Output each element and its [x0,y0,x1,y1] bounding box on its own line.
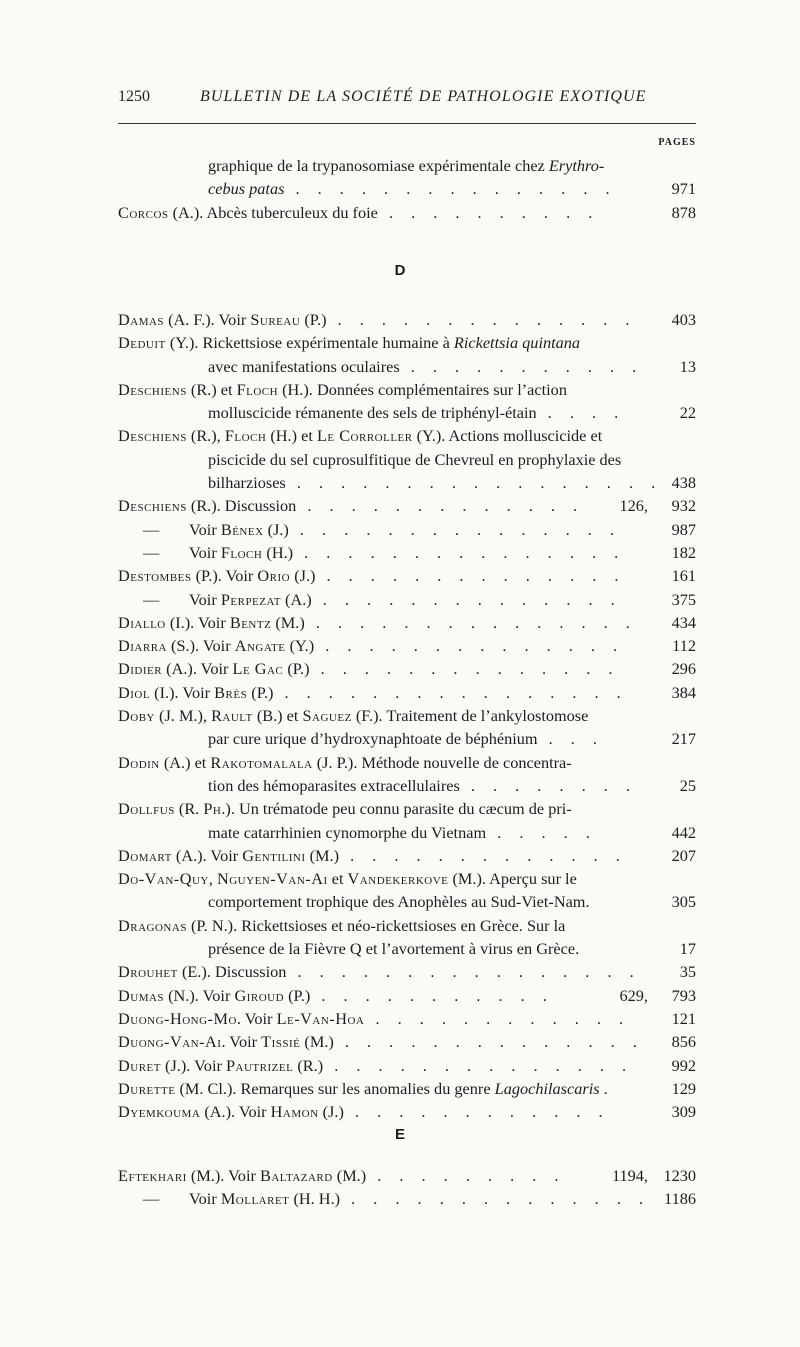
index-line: comportement trophique des Anophèles au Sud-Viet-Nam. 305 [118,890,696,913]
index-entry: Deschiens (R.). Discussion . . . . . . . . . . . . . 126, 932 [118,494,696,517]
page-ref: 987 [671,519,696,539]
index-entry: Diallo (I.). Voir Bentz (M.) . . . . . . . . . . . . . . . 434 [118,611,696,634]
page-ref: 296 [671,659,696,679]
page-ref: 1186 [664,1189,696,1209]
page-ref: 207 [671,845,696,865]
index-block-d [118,308,696,1123]
journal-title: BULLETIN DE LA SOCIÉTÉ DE PATHOLOGIE EXOTIQUE [200,88,647,105]
index-entry: Deschiens (R.), Floch (H.) et Le Corroller (Y.). Actions molluscicide et [118,426,603,446]
index-entry: Duret (J.). Voir Pautrizel (R.) . . . . . . . . . . . . . . 992 [118,1054,696,1077]
page-ref: 434 [671,612,696,632]
page-ref: 25 [679,775,696,795]
page-ref: 932 [671,496,696,516]
index-entry: Diarra (S.). Voir Angate (Y.) . . . . . . . . . . . . . . 112 [118,634,696,657]
index-line: bilharzioses . . . . . . . . . . . . . . . . . 438 [118,471,696,494]
page-ref: 375 [671,589,696,609]
page-ref: 13 [679,356,696,376]
index-entry: Didier (A.). Voir Le Gac (P.) . . . . . . . . . . . . . . 296 [118,657,696,680]
index-entry: Do-Van-Quy, Nguyen-Van-Ai et Vandekerkove (M.). Aperçu sur le [118,869,577,889]
index-line: mate catarrhinien cynomorphe du Vietnam . . . . . 442 [118,821,696,844]
index-entry: Destombes (P.). Voir Orio (J.) . . . . . . . . . . . . . . 161 [118,564,696,587]
page-number: 1250 [118,88,150,105]
page-ref: 971 [671,179,696,199]
index-line: cebus patas . . . . . . . . . . . . . . . 971 [118,177,696,200]
page-ref: 793 [671,985,696,1005]
page-ref: 121 [671,1008,696,1028]
page-ref: 35 [679,962,696,982]
pages-column-label: PAGES [658,137,696,148]
index-entry: — Voir Mollaret (H. H.) . . . . . . . . . . . . . . 1186 [118,1187,696,1210]
page-ref: 309 [671,1102,696,1122]
index-block-c [118,154,696,224]
page-ref: 438 [671,473,696,493]
page-ref: 442 [671,822,696,842]
index-entry: — Voir Floch (H.) . . . . . . . . . . . . . . . 182 [118,541,696,564]
index-entry: Drouhet (E.). Discussion . . . . . . . . . . . . . . . . 35 [118,960,696,983]
page-ref: 384 [671,682,696,702]
index-entry: Doby (J. M.), Rault (B.) et Saguez (F.). Traitement de l’ankylostomose [118,706,589,726]
page-ref: 126, [619,496,648,516]
index-line: avec manifestations oculaires . . . . . . . . . . . 13 [118,355,696,378]
section-letter-e: E [394,1126,405,1143]
page-ref: 1230 [663,1166,696,1185]
index-entry: Dodin (A.) et Rakotomalala (J. P.). Méthode nouvelle de concentra- [118,752,572,772]
index-entry: Domart (A.). Voir Gentilini (M.) . . . . . . . . . . . . . 207 [118,844,696,867]
index-entry: Diol (I.). Voir Brès (P.) . . . . . . . . . . . . . . . . 384 [118,681,696,704]
index-entry: Dumas (N.). Voir Giroud (P.) . . . . . . . . . . . 629, 793 [118,984,696,1007]
page-ref: 182 [671,542,696,562]
index-entry: Dollfus (R. Ph.). Un trématode peu connu parasite du cæcum de pri- [118,799,572,819]
index-line: graphique de la trypanosomiase expérimentale chez Erythro- [208,156,605,175]
index-entry: Dyemkouma (A.). Voir Hamon (J.) . . . . . . . . . . . . 309 [118,1100,696,1123]
index-line: par cure urique d’hydroxynaphtoate de béphénium . . . 217 [118,727,696,750]
index-entry: Duong-Van-Ai. Voir Tissié (M.) . . . . . . . . . . . . . . 856 [118,1030,696,1053]
page-ref: 992 [671,1055,696,1075]
index-entry: Damas (A. F.). Voir Sureau (P.) . . . . . . . . . . . . . . 403 [118,308,696,331]
page-ref: 1194, [611,1166,648,1185]
page-ref: 112 [672,636,696,656]
index-entry: — Voir Bénex (J.) . . . . . . . . . . . . . . . 987 [118,518,696,541]
header-rule [118,123,696,124]
page-ref: 161 [671,566,696,586]
page-ref: 305 [671,892,696,912]
index-line: piscicide du sel cuprosulfitique de Chevreul en prophylaxie des [208,449,622,469]
index-entry: Durette (M. Cl.). Remarques sur les anomalies du genre Lagochilascaris . 129 [118,1077,696,1100]
page-ref: 217 [671,729,696,749]
page-ref: 856 [671,1032,696,1052]
page-ref: 878 [671,202,696,222]
index-entry: Deduit (Y.). Rickettsiose expérimentale humaine à Rickettsia quintana [118,333,581,353]
index-entry: Duong-Hong-Mo. Voir Le-Van-Hoa . . . . . . . . . . . . 121 [118,1007,696,1030]
index-entry: Deschiens (R.) et Floch (H.). Données complémentaires sur l’action [118,379,567,399]
section-letter-d: D [394,262,406,279]
index-entry: Corcos (A.). Abcès tuberculeux du foie . . . . . . . . . . 878 [118,201,696,224]
index-entry: — Voir Perpezat (A.) . . . . . . . . . . . . . . 375 [118,588,696,611]
page-ref: 403 [671,310,696,329]
page-ref: 629, [619,985,648,1005]
page-ref: 22 [679,403,696,423]
index-line: présence de la Fièvre Q et l’avortement à virus en Grèce. 17 [118,937,696,960]
page-ref: 17 [679,939,696,959]
index-line: molluscicide rémanente des sels de triphényl-étain . . . . 22 [118,401,696,424]
index-entry: Eftekhari (M.). Voir Baltazard (M.) . . . . . . . . . 1194, 1230 [118,1164,696,1187]
page-ref: 129 [671,1078,696,1098]
index-block-e [118,1164,696,1211]
index-line: tion des hémoparasites extracellulaires . . . . . . . . 25 [118,774,696,797]
index-entry: Dragonas (P. N.). Rickettsioses et néo-rickettsioses en Grèce. Sur la [118,915,566,935]
